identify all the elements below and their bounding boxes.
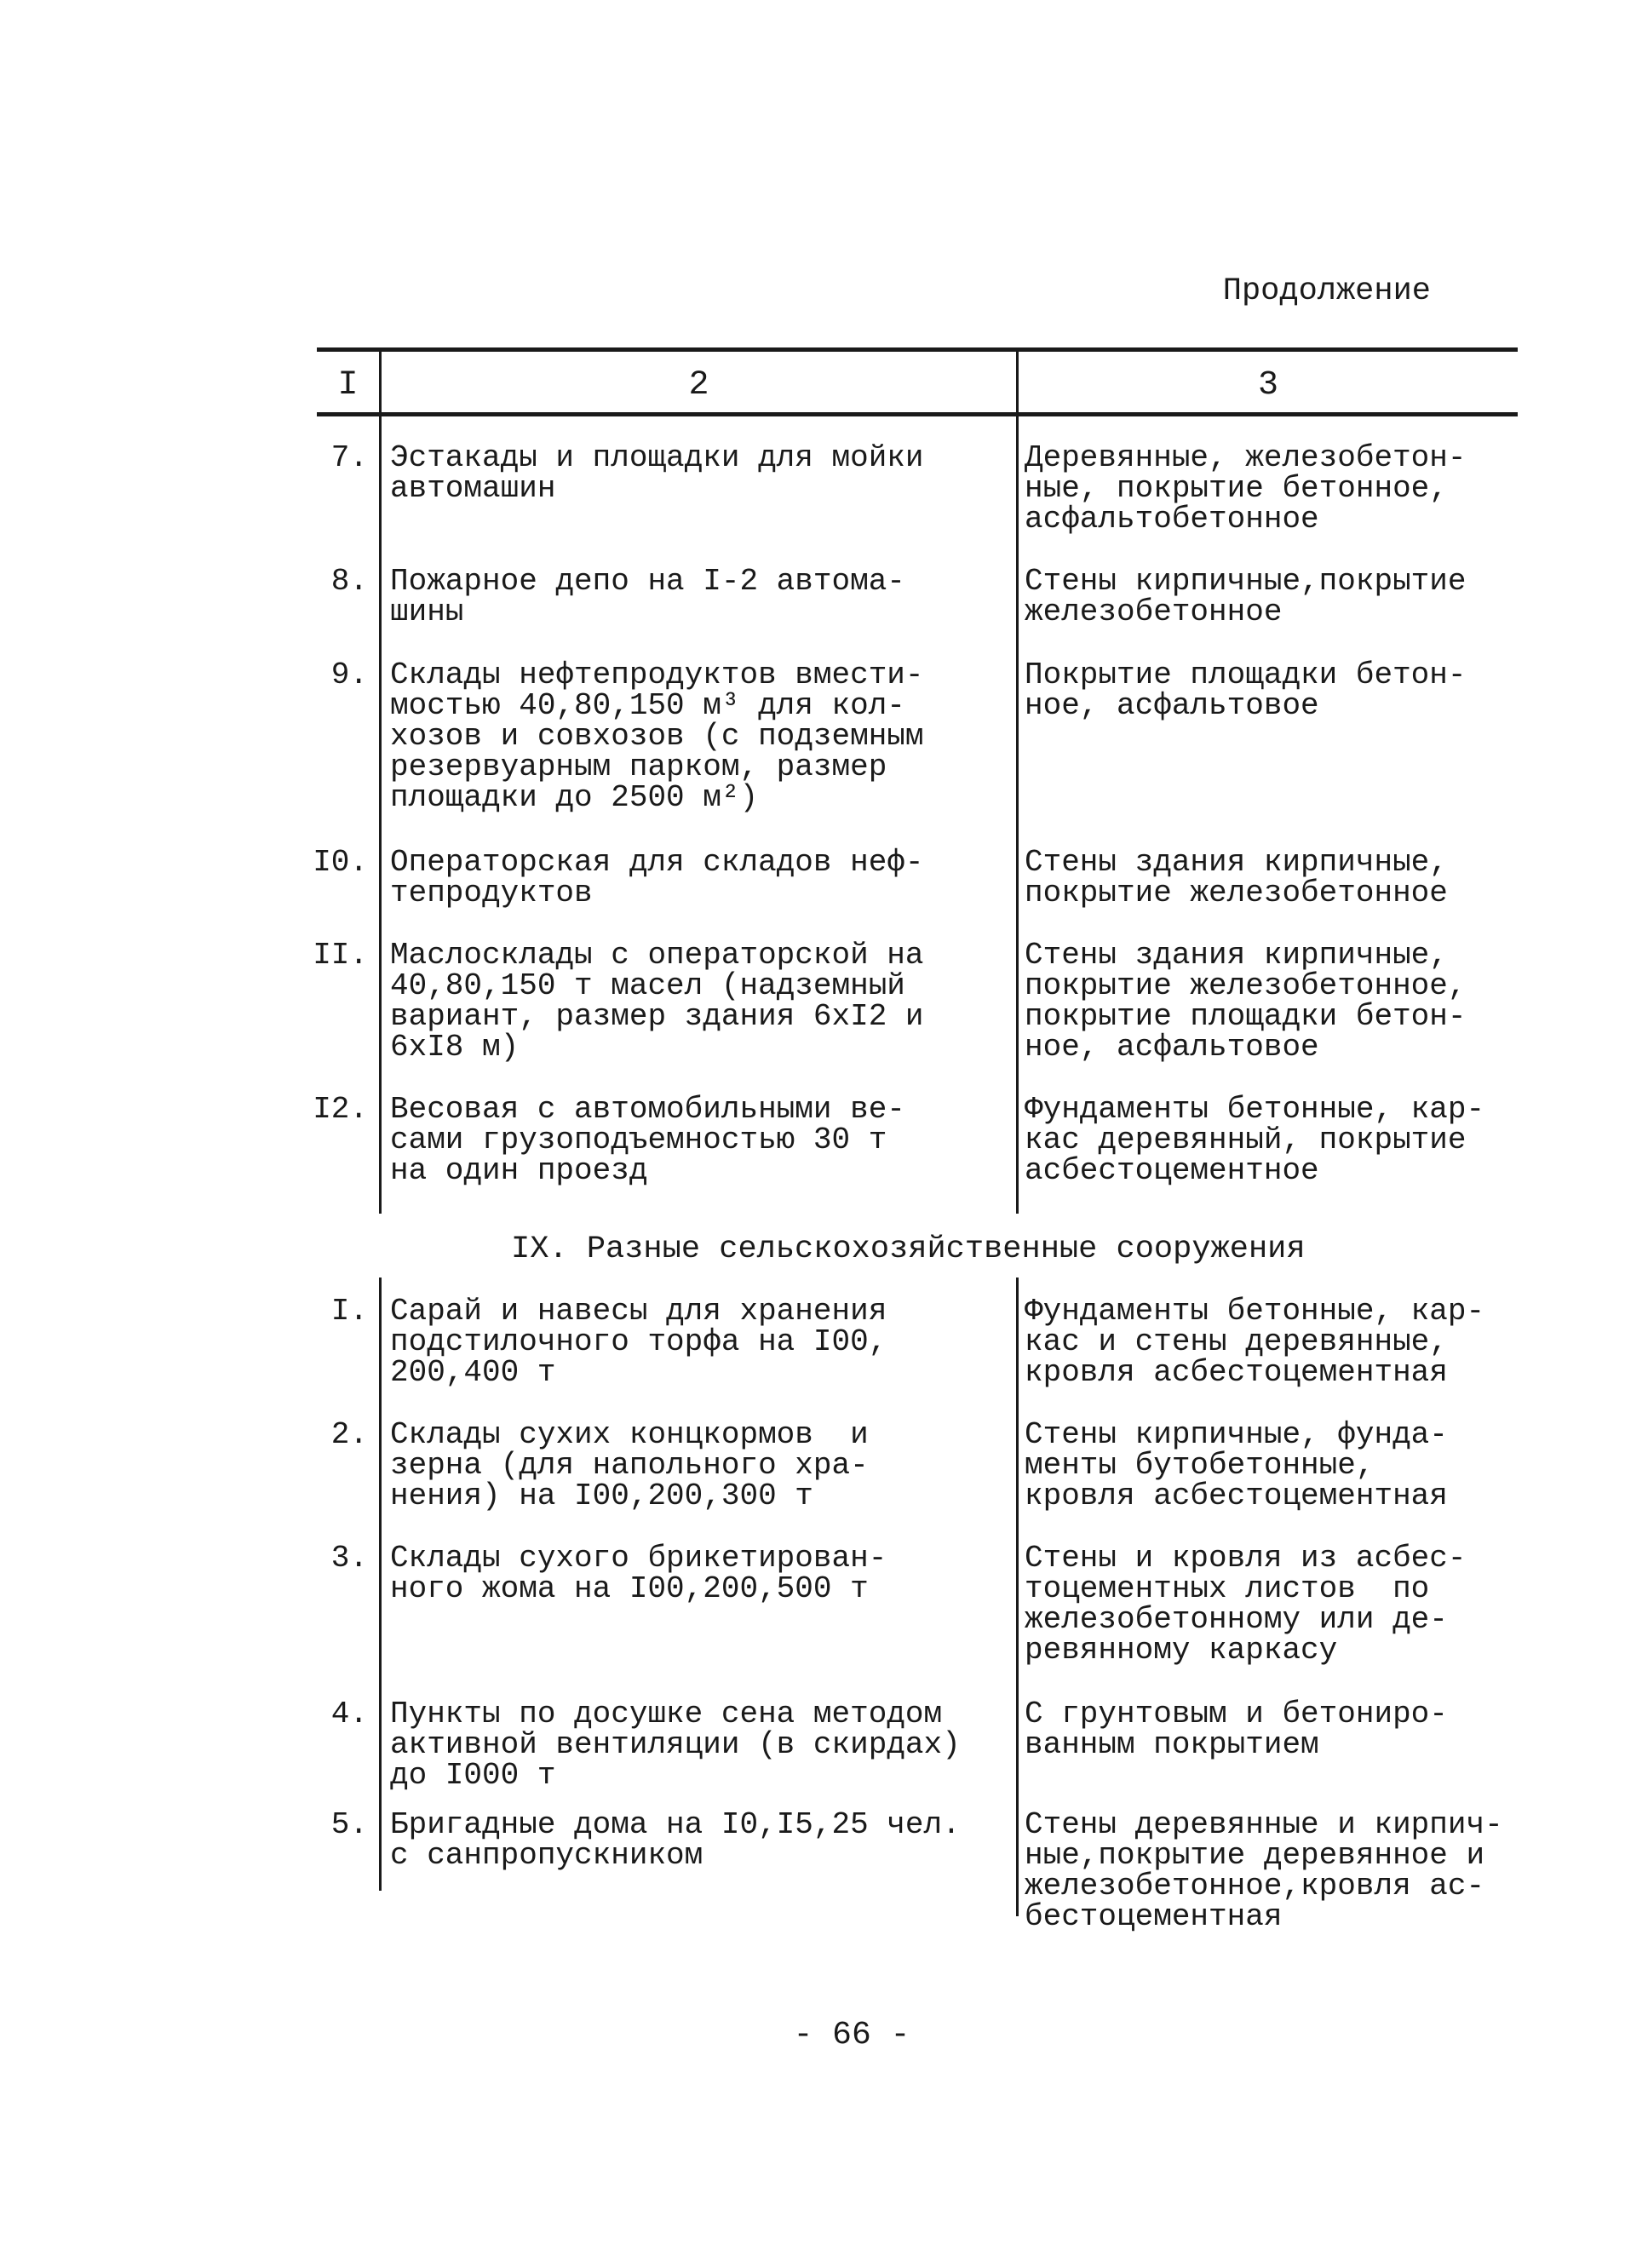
table-header-col-2: 2 — [688, 366, 709, 405]
row-number: II. — [313, 938, 368, 973]
column-divider-1-lower — [379, 1278, 382, 1891]
facility-name: Сарай и навесы для хранения подстилочного торфа на I00, 200,400 т — [390, 1294, 887, 1390]
construction-description: Фундаменты бетонные, кар- кас и стены деревянные, кровля асбестоцементная — [1025, 1294, 1485, 1390]
facility-name: Склады сухого брикетирован- ного жома на I00,200,500 т — [390, 1541, 887, 1606]
row-number: 8. — [330, 564, 368, 599]
section-heading: IX. Разные сельскохозяйственные сооружения — [511, 1232, 1306, 1267]
facility-name: Склады сухих концкормов и зерна (для напольного хра- нения) на I00,200,300 т — [390, 1417, 869, 1513]
construction-description: С грунтовым и бетониро- ванным покрытием — [1025, 1697, 1448, 1762]
construction-description: Стены здания кирпичные, покрытие железобетонное, покрытие площадки бетон- ное, асфальтовое — [1025, 938, 1467, 1065]
row-number: 9. — [330, 657, 368, 692]
facility-name: Склады нефтепродуктов вмести- мостью 40,80,150 м³ для кол- хозов и совхозов (с подземным резервуарным парком, размер площадки до 2500 м²) — [390, 657, 924, 815]
table-header-bottom-rule — [317, 412, 1518, 416]
row-number: I2. — [313, 1092, 368, 1127]
row-number: I0. — [313, 845, 368, 880]
column-divider-2 — [1016, 349, 1019, 1214]
table-top-rule — [317, 347, 1518, 352]
construction-description: Стены кирпичные, фунда- менты бутобетонные, кровля асбестоцементная — [1025, 1417, 1448, 1513]
facility-name: Весовая с автомобильными ве- сами грузоподъемностью 30 т на один проезд — [390, 1092, 905, 1188]
facility-name: Операторская для складов неф- тепродуктов — [390, 845, 924, 910]
construction-description: Стены кирпичные,покрытие железобетонное — [1025, 564, 1467, 629]
construction-description: Стены здания кирпичные, покрытие железобетонное — [1025, 845, 1448, 910]
row-number: 3. — [330, 1541, 368, 1576]
facility-name: Эстакады и площадки для мойки автомашин — [390, 440, 924, 506]
facility-name: Бригадные дома на I0,I5,25 чел. с санпропускником — [390, 1807, 961, 1873]
row-number: I. — [330, 1294, 368, 1329]
page-number: - 66 - — [793, 2017, 910, 2053]
construction-description: Покрытие площадки бетон- ное, асфальтовое — [1025, 657, 1467, 723]
column-divider-1 — [379, 349, 382, 1214]
construction-description: Стены и кровля из асбес- тоцементных листов по железобетонному или де- ревянному каркасу — [1025, 1541, 1467, 1668]
row-number: 2. — [330, 1417, 368, 1452]
table-header-col-1: I — [337, 366, 359, 405]
column-divider-2-lower — [1016, 1278, 1019, 1916]
table-header-col-3: 3 — [1257, 366, 1278, 405]
facility-name: Маслосклады с операторской на 40,80,150 т масел (надземный вариант, размер здания 6xI2 и 6xI8 м) — [390, 938, 924, 1065]
facility-name: Пожарное депо на I-2 автома- шины — [390, 564, 905, 629]
continuation-heading: Продолжение — [1222, 273, 1431, 309]
facility-name: Пункты по досушке сена методом активной вентиляции (в скирдах) до I000 т — [390, 1697, 961, 1793]
construction-description: Стены деревянные и кирпич- ные,покрытие деревянное и железобетонное,кровля ас- бестоцементная — [1025, 1807, 1503, 1934]
construction-description: Деревянные, железобетон- ные, покрытие бетонное, асфальтобетонное — [1025, 440, 1467, 537]
row-number: 7. — [330, 440, 368, 475]
row-number: 5. — [330, 1807, 368, 1842]
row-number: 4. — [330, 1697, 368, 1731]
construction-description: Фундаменты бетонные, кар- кас деревянный, покрытие асбестоцементное — [1025, 1092, 1485, 1188]
